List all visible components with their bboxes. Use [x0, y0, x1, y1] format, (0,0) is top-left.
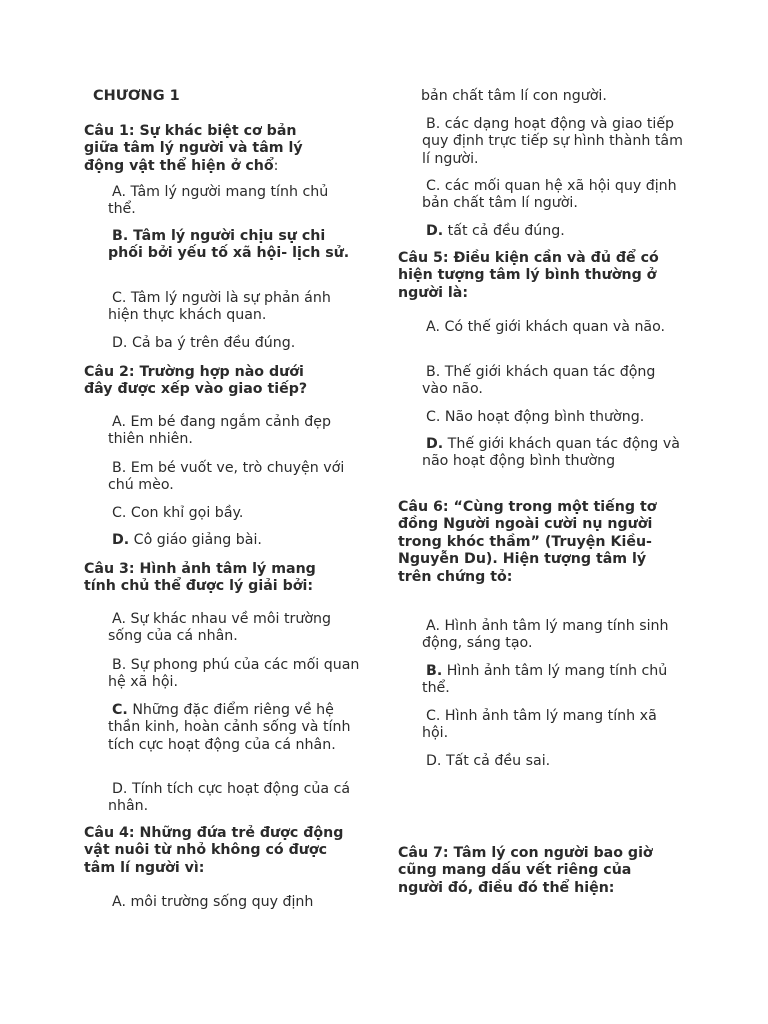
q4-option-a: A. môi trường sống quy định	[112, 894, 314, 910]
q6-option-c: C. Hình ảnh tâm lý mang tính xã hội.	[422, 708, 657, 742]
q1-option-c: C. Tâm lý người là sự phản ánh hiện thực khách quan.	[108, 290, 331, 324]
q5-option-a: A. Có thế giới khách quan và não.	[426, 319, 666, 335]
q2-option-c: C. Con khỉ gọi bầy.	[112, 505, 244, 521]
question-7: Câu 7: Tâm lý con người bao giờ cũng mang dấu vết riêng của người đó, điều đó thể hiện:	[398, 845, 653, 896]
q4-option-a-continued: bản chất tâm lí con người.	[421, 88, 607, 104]
question-5: Câu 5: Điều kiện cần và đủ để có hiện tượng tâm lý bình thường ở người là:	[398, 250, 659, 301]
chapter-title: CHƯƠNG 1	[93, 88, 180, 104]
q1-option-a: A. Tâm lý người mang tính chủ thể.	[108, 184, 329, 218]
q4-option-d: D. tất cả đều đúng.	[426, 223, 565, 239]
q5-option-c: C. Não hoạt động bình thường.	[426, 409, 645, 425]
q3-option-d: D. Tính tích cực hoạt động của cá nhân.	[108, 781, 351, 815]
q6-option-d: D. Tất cả đều sai.	[426, 753, 551, 769]
question-1: Câu 1: Sự khác biệt cơ bản giữa tâm lý người và tâm lý động vật thể hiện ở chổ:	[84, 123, 303, 174]
q4-option-b: B. các dạng hoạt động và giao tiếp quy định trực tiếp sự hình thành tâm lí người.	[422, 116, 683, 167]
question-4: Câu 4: Những đứa trẻ được động vật nuôi từ nhỏ không có được tâm lí người vì:	[84, 825, 344, 876]
q3-option-a: A. Sự khác nhau về môi trường sống của cá nhân.	[108, 611, 332, 645]
q6-option-a: A. Hình ảnh tâm lý mang tính sinh động, sáng tạo.	[422, 618, 669, 652]
q2-option-a: A. Em bé đang ngắm cảnh đẹp thiên nhiên.	[108, 414, 331, 448]
question-2: Câu 2: Trường hợp nào dưới đây được xếp vào giao tiếp?	[84, 364, 308, 398]
question-6: Câu 6: “Cùng trong một tiếng tơ đồng Người ngoài cười nụ người trong khóc thầm” (Truyện Kiều- Nguyễn Du). Hiện tượng tâm lý trên chứng tỏ:	[398, 499, 657, 585]
q2-option-b: B. Em bé vuốt ve, trò chuyện với chú mèo.	[108, 460, 345, 494]
q1-option-b: B. Tâm lý người chịu sự chi phối bởi yếu tố xã hội- lịch sử.	[108, 228, 350, 262]
q4-option-c: C. các mối quan hệ xã hội quy định bản chất tâm lí người.	[422, 178, 677, 212]
q5-option-b: B. Thế giới khách quan tác động vào não.	[422, 364, 656, 398]
question-3: Câu 3: Hình ảnh tâm lý mang tính chủ thể được lý giải bởi:	[84, 561, 316, 595]
q1-option-d: D. Cả ba ý trên đều đúng.	[112, 335, 296, 351]
q6-option-b: B. Hình ảnh tâm lý mang tính chủ thể.	[422, 663, 668, 697]
q3-option-b: B. Sự phong phú của các mối quan hệ xã hội.	[108, 657, 360, 691]
q3-option-c: C. Những đặc điểm riêng về hệ thần kinh, hoàn cảnh sống và tính tích cực hoạt động của cá nhân.	[108, 702, 351, 753]
q2-option-d: D. Cô giáo giảng bài.	[112, 532, 262, 548]
q5-option-d: D. Thế giới khách quan tác động và não hoạt động bình thường	[422, 436, 680, 470]
